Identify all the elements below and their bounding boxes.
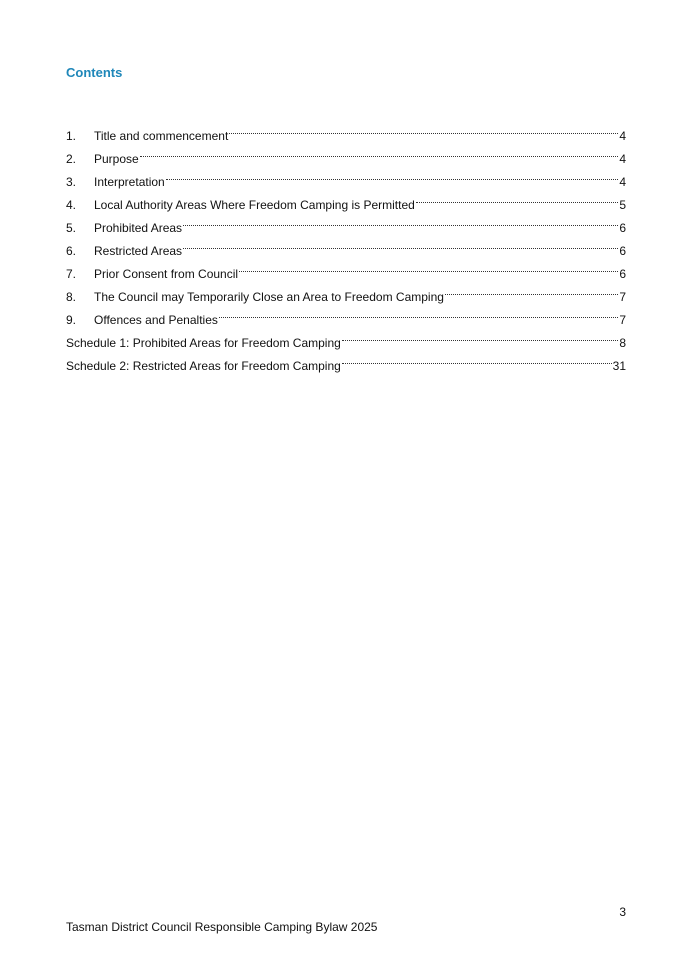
toc-entry-number: 5.: [66, 221, 77, 235]
toc-entry-number: 4.: [66, 198, 77, 212]
toc-entry-title: The Council may Temporarily Close an Area to Freedom Camping: [94, 290, 444, 304]
toc-leader-dots: [183, 232, 618, 255]
toc-leader-dots: [166, 163, 619, 186]
toc-entry-page: 6: [619, 267, 626, 281]
toc-entry-number: 2.: [66, 152, 77, 166]
toc-entry-page: 7: [619, 290, 626, 304]
toc-leader-dots: [416, 186, 619, 209]
toc-entry[interactable]: [66, 163, 626, 189]
toc-entry-title: Offences and Penalties: [94, 313, 218, 327]
toc-leader-dots: [342, 347, 612, 370]
page-number: 3: [619, 905, 626, 919]
toc-leader-dots: [219, 301, 618, 324]
toc-entry-page: 31: [612, 359, 626, 373]
toc-entry-title: Restricted Areas: [94, 244, 183, 258]
toc-entry-number: 8.: [66, 290, 77, 304]
toc-leader-dots: [239, 255, 618, 278]
table-of-contents: [66, 117, 626, 373]
toc-entry[interactable]: [66, 140, 626, 166]
toc-entry-title: Purpose: [94, 152, 139, 166]
toc-entry[interactable]: [66, 117, 626, 143]
toc-entry-page: 4: [619, 175, 626, 189]
footer-title: Tasman District Council Responsible Camping Bylaw 2025: [66, 920, 378, 934]
toc-entry-number: 1.: [66, 129, 77, 143]
toc-entry-title: Local Authority Areas Where Freedom Camping is Permitted: [94, 198, 415, 212]
toc-leader-dots: [445, 278, 618, 301]
toc-entry-page: 5: [619, 198, 626, 212]
toc-entry-title: Schedule 2: Restricted Areas for Freedom Camping: [66, 359, 341, 373]
toc-entry-number: 7.: [66, 267, 77, 281]
toc-entry-title: Prohibited Areas: [94, 221, 183, 235]
toc-entry-number: 3.: [66, 175, 77, 189]
toc-entry-page: 6: [619, 244, 626, 258]
toc-entry-page: 8: [619, 336, 626, 350]
toc-entry-title: Schedule 1: Prohibited Areas for Freedom Camping: [66, 336, 341, 350]
toc-leader-dots: [229, 117, 618, 140]
toc-leader-dots: [342, 324, 618, 347]
toc-leader-dots: [140, 140, 619, 163]
toc-entry-number: 6.: [66, 244, 77, 258]
toc-entry-page: 7: [619, 313, 626, 327]
toc-entry-number: 9.: [66, 313, 77, 327]
toc-leader-dots: [183, 209, 618, 232]
toc-entry-title: Title and commencement: [94, 129, 229, 143]
toc-entry-page: 6: [619, 221, 626, 235]
contents-heading: Contents: [66, 65, 123, 80]
toc-entry-title: Prior Consent from Council: [94, 267, 239, 281]
toc-entry-page: 4: [619, 129, 626, 143]
toc-entry-title: Interpretation: [94, 175, 165, 189]
toc-entry-page: 4: [619, 152, 626, 166]
